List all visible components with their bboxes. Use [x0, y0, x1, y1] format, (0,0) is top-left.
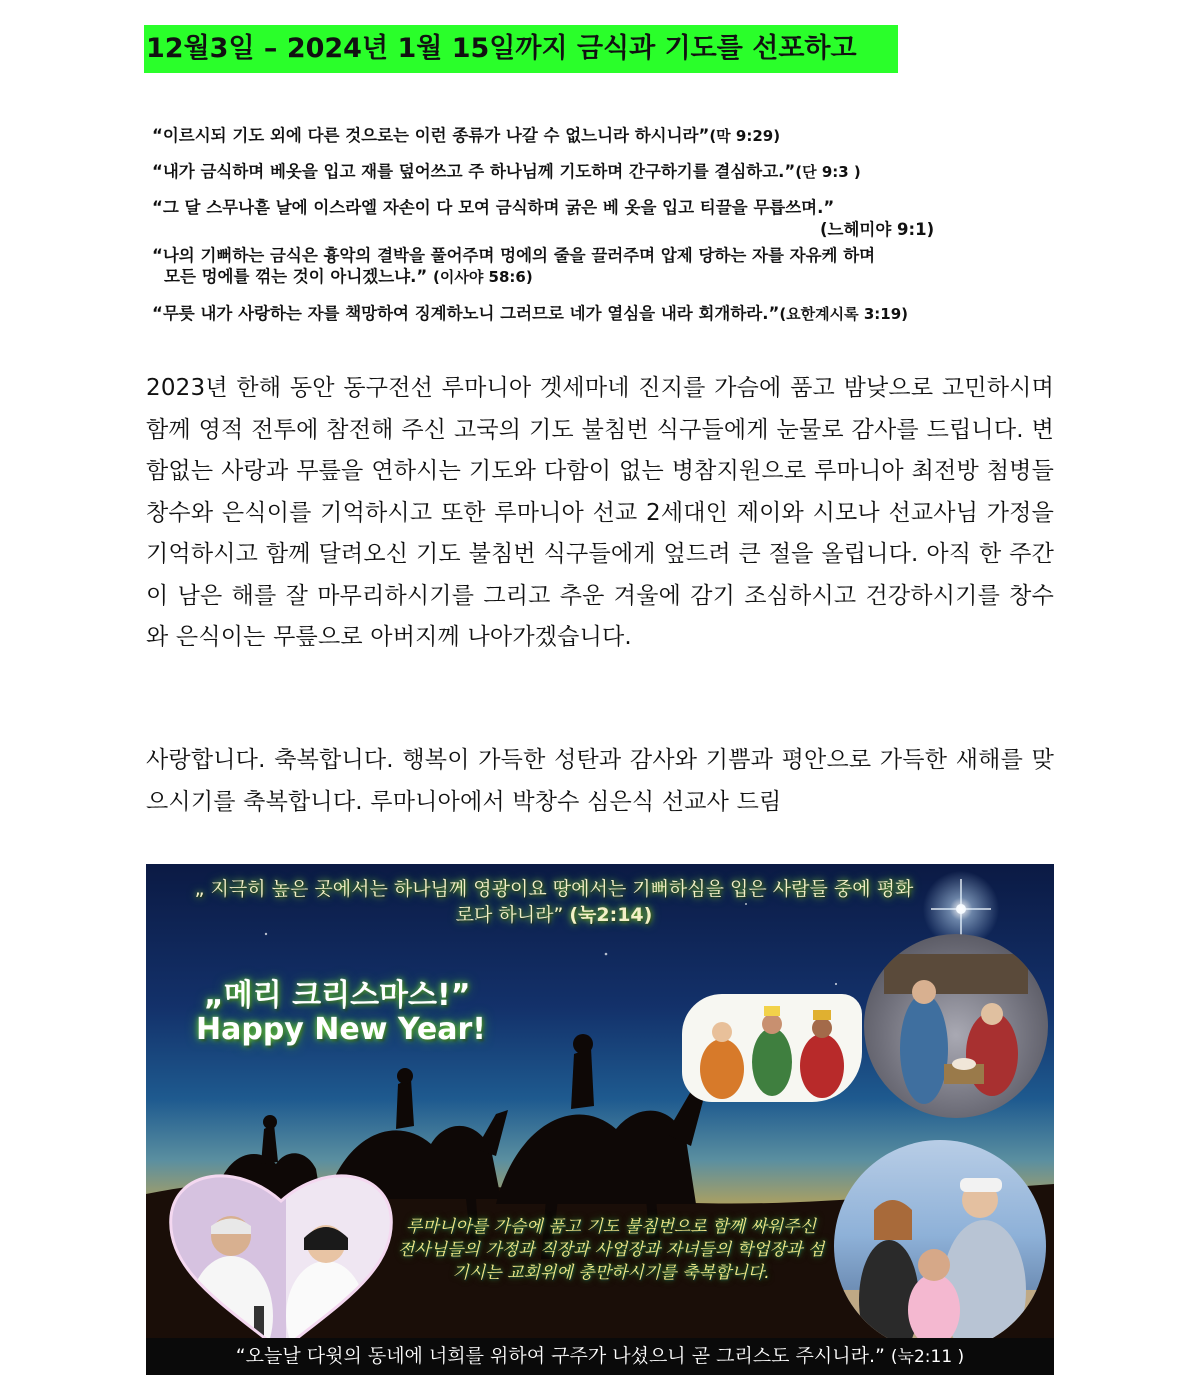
- happy-new-year-text: Happy New Year!: [196, 1012, 486, 1047]
- verse-text: “내가 금식하며 베옷을 입고 재를 덮어쓰고 주 하나님께 기도하며 간구하기를 결심하고.”: [152, 162, 796, 181]
- banner-bottom-verse: [146, 1338, 1054, 1375]
- scripture-verse: [152, 124, 780, 148]
- verse-text: “무릇 내가 사랑하는 자를 책망하여 징계하노니 그러므로 네가 열심을 내라 회개하라.”: [152, 304, 780, 323]
- scripture-verse: “그 달 스무나흗 날에 이스라엘 자손이 다 모여 금식하며 굵은 베 옷을 입고 티끌을 무릅쓰며.”: [152, 198, 835, 217]
- banner-blessing-text: 루마니아를 가슴에 품고 기도 불침번으로 함께 싸워주신 전사님들의 가정과 직장과 사업장과 자녀들의 학업장과 섬기시는 교회위에 충만하시기를 축복합니다.: [397, 1217, 825, 1283]
- verse-text: “이르시되 기도 외에 다른 것으로는 이런 종류가 나갈 수 없느니라 하시니라”: [152, 126, 710, 145]
- letter-closing: 사랑합니다. 축복합니다. 행복이 가득한 성탄과 감사와 기쁨과 평안으로 가득한 새해를 맞으시기를 축복합니다. 루마니아에서 박창수 심은식 선교사 드림: [146, 747, 1054, 815]
- verse-ref: (이사야 58:6): [433, 268, 533, 286]
- pastor-couple-heart-photo: [166, 1156, 396, 1356]
- bottom-verse-ref: (눅2:11 ): [890, 1347, 965, 1367]
- scripture-verse: “나의 기뻐하는 금식은 흉악의 결박을 풀어주며 멍에의 줄을 끌러주며 압제 당하는 자를 자유케 하며: [152, 246, 876, 265]
- merry-christmas-text: „메리 크리스마스!”: [204, 978, 471, 1013]
- page-title: 12월3일 – 2024년 1월 15일까지 금식과 기도를 선포하고: [144, 25, 898, 73]
- nativity-figurine-photo: [864, 934, 1048, 1118]
- bottom-verse-text: “오늘날 다윗의 동네에 너희를 위하여 구주가 나셨으니 곧 그리스도 주시니라.”: [235, 1345, 885, 1367]
- scripture-verse: [152, 302, 908, 326]
- verse-text: 모든 멍에를 꺾는 것이 아니겠느냐.”: [164, 267, 428, 286]
- verse-ref: (단 9:3 ): [795, 163, 861, 181]
- letter-paragraph: 2023년 한해 동안 동구전선 루마니아 겟세마네 진지를 가슴에 품고 밤낮으로 고민하시며 함께 영적 전투에 참전해 주신 고국의 기도 불침번 식구들에게 눈물로 감사를 드립니다. 변함없는 사랑과 무릎을 연하시는 기도와 다함이 없는 병참지원으로 루마니아 최전방 첨병들 창수와 은식이를 기억하시고 또한 루마니아 선교 2세대인 제이와 시모나 선교사님 가정을 기억하시고 함께 달려오신 기도 불침번 식구들에게 엎드려 큰 절을 올립니다. 아직 한 주간이 남은 해를 잘 마무리하시기를 그리고 추운 겨울에 감기 조심하시고 건강하시기를 창수와 은식이는 무릎으로 아버지께 나아가겠습니다.: [146, 375, 1054, 650]
- three-magi-figurine-photo: [682, 994, 862, 1102]
- verse-ref: (느헤미야 9:1): [820, 220, 935, 239]
- scripture-verse: [152, 160, 861, 184]
- verse-ref: (막 9:29): [709, 127, 781, 145]
- scripture-verse-continued: [164, 265, 533, 289]
- verse-ref: (요한계시록 3:19): [779, 305, 909, 323]
- christmas-banner-image: [146, 864, 1054, 1375]
- missionary-family-photo: [834, 1140, 1046, 1352]
- banner-top-verse-ref: (눅2:14): [569, 904, 653, 926]
- banner-top-verse-text: „ 지극히 높은 곳에서는 하나님께 영광이요 땅에서는 기뻐하심을 입은 사람들 중에 평화로다 하니라”: [194, 878, 914, 926]
- banner-top-verse: [194, 876, 914, 928]
